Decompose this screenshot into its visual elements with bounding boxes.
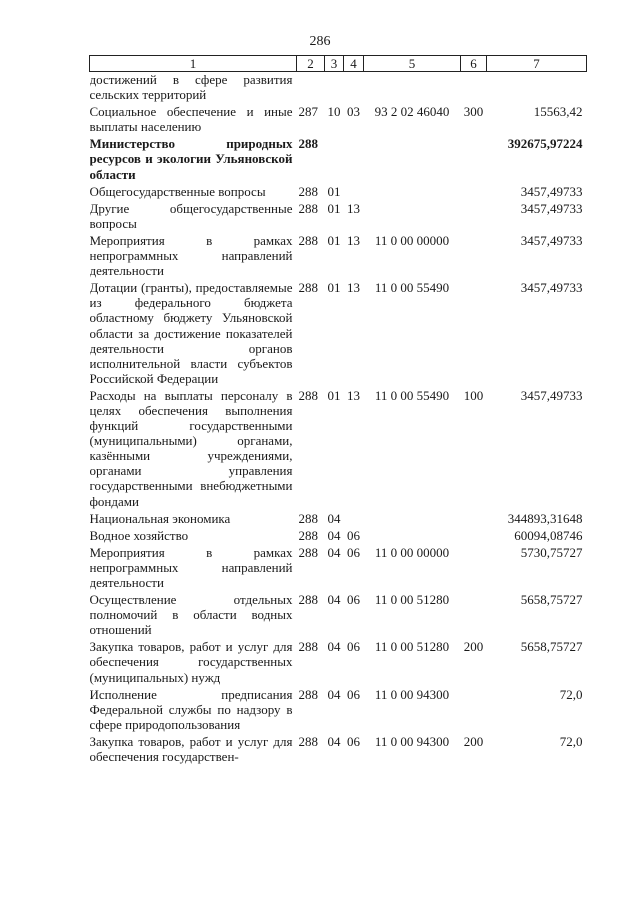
row-code-admin: 288 [298, 733, 318, 749]
row-name: Министерство природных ресурсов и экологии Ульяновской области [89, 136, 293, 182]
row-code-admin: 288 [298, 200, 318, 216]
row-code-section: 04 [327, 639, 341, 655]
column-header: 6 [461, 56, 487, 72]
row-name: Закупка товаров, работ и услуг для обеспечения государствен- [89, 733, 293, 765]
row-code-subsection: 06 [347, 544, 360, 560]
row-code-subsection: 13 [347, 232, 360, 248]
row-code-type [461, 72, 487, 103]
row-amount: 72,0 [559, 686, 583, 702]
row-code-type: 100 [463, 387, 484, 403]
row-code-admin: 288 [298, 232, 318, 248]
row-code-type [461, 278, 487, 386]
row-code-target: 11 0 00 00000 [374, 544, 450, 560]
row-amount: 392675,97224 [507, 136, 583, 152]
row-code-admin: 288 [298, 136, 318, 152]
row-code-target: 11 0 00 94300 [374, 686, 450, 702]
table-row [90, 182, 587, 199]
row-code-type [461, 134, 487, 181]
row-code-type [461, 590, 487, 637]
row-code-target: 11 0 00 00000 [374, 232, 450, 248]
row-amount: 60094,08746 [514, 527, 583, 543]
row-code-target [364, 509, 461, 526]
row-code-admin: 287 [298, 104, 318, 120]
row-code-section: 04 [327, 733, 341, 749]
row-code-admin: 288 [298, 280, 318, 296]
row-amount: 15563,42 [533, 104, 583, 120]
column-header: 1 [90, 56, 297, 72]
row-amount [487, 72, 587, 103]
row-code-section: 04 [327, 510, 341, 526]
row-code-target: 11 0 00 51280 [374, 592, 450, 608]
row-code-target: 11 0 00 55490 [374, 280, 450, 296]
row-code-type: 300 [463, 104, 484, 120]
row-name: Общегосударственные вопросы [89, 183, 266, 199]
row-code-section [325, 72, 344, 103]
row-code-admin: 288 [298, 544, 318, 560]
table-row [90, 199, 587, 231]
column-header: 5 [364, 56, 461, 72]
row-code-target: 93 2 02 46040 [374, 104, 450, 120]
row-amount: 72,0 [559, 733, 583, 749]
table-row [90, 72, 587, 103]
table-row [90, 732, 587, 764]
row-code-section: 01 [327, 200, 341, 216]
row-code-admin: 288 [298, 387, 318, 403]
row-code-type [461, 526, 487, 543]
row-code-admin: 288 [298, 592, 318, 608]
row-amount: 3457,49733 [520, 183, 583, 199]
row-code-subsection: 03 [347, 104, 360, 120]
row-name: Социальное обеспечение и иные выплаты населению [89, 104, 293, 135]
table-row [90, 543, 587, 590]
row-name: Расходы на выплаты персоналу в целях обеспечения выполнения функций государственными (муниципальными) органами, казёнными учреждениями, органами управления государственными внебюджетными фондами [89, 387, 293, 509]
column-header: 4 [344, 56, 364, 72]
row-code-type [461, 182, 487, 199]
row-amount: 5658,75727 [520, 592, 583, 608]
budget-table [89, 55, 587, 764]
row-code-type [461, 199, 487, 231]
table-row [90, 102, 587, 134]
row-name: Национальная экономика [89, 510, 231, 526]
row-name: Исполнение предписания Федеральной службы по надзору в сфере природопользования [89, 686, 293, 732]
row-code-subsection: 06 [347, 733, 360, 749]
row-code-subsection: 06 [347, 686, 360, 702]
row-name: Осуществление отдельных полномочий в области водных отношений [89, 592, 293, 638]
row-amount: 5730,75727 [520, 544, 583, 560]
row-name: Водное хозяйство [89, 527, 189, 543]
row-code-admin: 288 [298, 183, 318, 199]
row-code-target [364, 72, 461, 103]
row-name: Дотации (гранты), предоставляемые из федерального бюджета областному бюджету Ульяновской области за достижение показателей деятельности органов исполнительной власти субъектов Российской Федерации [89, 280, 293, 386]
row-code-section: 01 [327, 183, 341, 199]
row-code-section: 04 [327, 592, 341, 608]
row-code-section: 01 [327, 280, 341, 296]
row-code-section: 04 [327, 544, 341, 560]
row-code-admin: 288 [298, 639, 318, 655]
row-name: Закупка товаров, работ и услуг для обеспечения государственных (муниципальных) нужд [89, 639, 293, 685]
row-amount: 5658,75727 [520, 639, 583, 655]
table-row [90, 134, 587, 181]
row-code-target: 11 0 00 51280 [374, 639, 450, 655]
row-code-section: 04 [327, 527, 341, 543]
row-code-section: 10 [327, 104, 341, 120]
row-code-type [461, 685, 487, 732]
row-code-target [364, 182, 461, 199]
table-row [90, 685, 587, 732]
row-code-section [325, 134, 344, 181]
page-number: 286 [309, 34, 331, 49]
row-code-subsection: 06 [347, 639, 360, 655]
table-row [90, 509, 587, 526]
table-row [90, 386, 587, 509]
row-name: Мероприятия в рамках непрограммных направлений деятельности [89, 544, 293, 590]
row-code-section: 04 [327, 686, 341, 702]
row-code-type [461, 543, 487, 590]
column-header: 2 [297, 56, 325, 72]
row-code-subsection [344, 134, 364, 181]
row-code-admin: 288 [298, 527, 318, 543]
column-header: 7 [487, 56, 587, 72]
row-code-subsection: 06 [347, 527, 360, 543]
row-code-target [364, 526, 461, 543]
row-amount: 3457,49733 [520, 387, 583, 403]
row-code-admin: 288 [298, 686, 318, 702]
row-amount: 3457,49733 [520, 280, 583, 296]
row-code-subsection: 13 [347, 387, 360, 403]
row-code-target: 11 0 00 55490 [374, 387, 450, 403]
table-body [90, 72, 587, 765]
row-amount: 3457,49733 [520, 232, 583, 248]
row-code-type [461, 231, 487, 278]
row-code-section: 01 [327, 232, 341, 248]
row-code-subsection: 06 [347, 592, 360, 608]
row-name: Другие общегосударственные вопросы [89, 200, 293, 231]
row-code-section: 01 [327, 387, 341, 403]
row-code-subsection: 13 [347, 200, 360, 216]
row-amount: 344893,31648 [507, 510, 583, 526]
table-header-row [90, 56, 587, 72]
column-header: 3 [325, 56, 344, 72]
row-code-type: 200 [463, 733, 484, 749]
row-code-subsection: 13 [347, 280, 360, 296]
table-row [90, 231, 587, 278]
row-code-subsection [344, 509, 364, 526]
row-code-subsection [344, 182, 364, 199]
row-amount: 3457,49733 [520, 200, 583, 216]
table-row [90, 590, 587, 637]
row-code-admin: 288 [298, 510, 318, 526]
row-code-type [461, 509, 487, 526]
table-row [90, 526, 587, 543]
row-code-target [364, 199, 461, 231]
row-code-target: 11 0 00 94300 [374, 733, 450, 749]
row-name: Мероприятия в рамках непрограммных направлений деятельности [89, 232, 293, 279]
row-code-target [364, 134, 461, 181]
row-name: достижений в сфере развития сельских территорий [89, 72, 293, 103]
row-code-subsection [344, 72, 364, 103]
row-code-type: 200 [463, 639, 484, 655]
table-row [90, 637, 587, 684]
table-row [90, 278, 587, 386]
row-code-admin [297, 72, 325, 103]
